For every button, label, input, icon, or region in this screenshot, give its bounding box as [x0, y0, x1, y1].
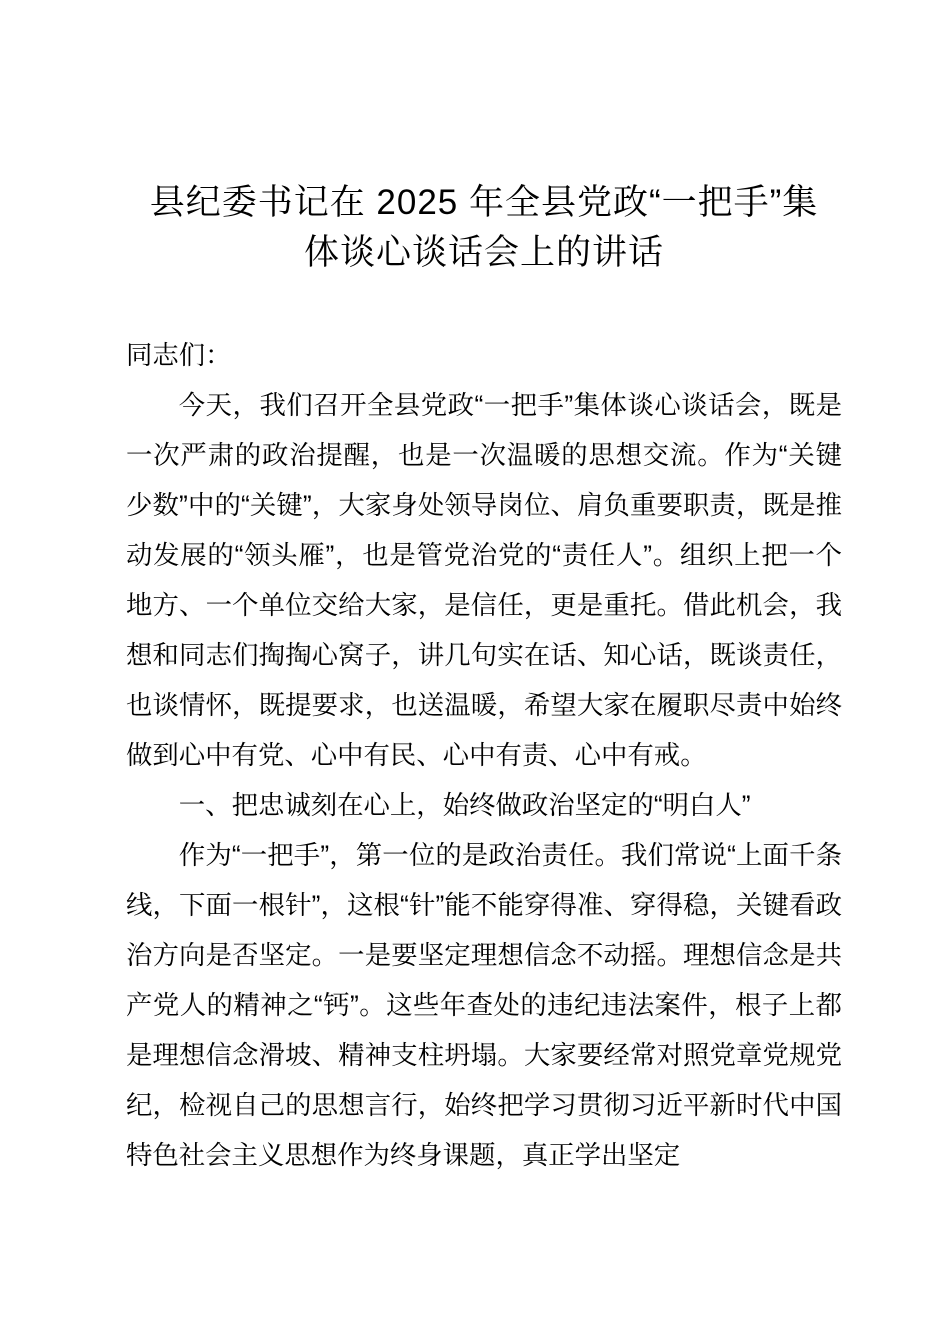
document-title	[126, 178, 842, 278]
paragraph-section-1-body: 作为“一把手”，第一位的是政治责任。我们常说“上面千条线，下面一根针”，这根“针”能不能穿得准、穿得稳，关键看政治方向是否坚定。一是要坚定理想信念不动摇。理想信念是共产党人的精神之“钙”。这些年查处的违纪违法案件，根子上都是理想信念滑坡、精神支柱坍塌。大家要经常对照党章党规党纪，检视自己的思想言行，始终把学习贯彻习近平新时代中国特色社会主义思想作为终身课题，真正学出坚定	[126, 840, 842, 1170]
document-title-line-1: 县纪委书记在 2025 年全县党政“一把手”集	[149, 183, 819, 222]
section-heading-1: 一、把忠诚刻在心上，始终做政治坚定的“明白人”	[178, 790, 751, 820]
document-title-line-2: 体谈心谈话会上的讲话	[303, 233, 664, 272]
paragraph-opening: 今天，我们召开全县党政“一把手”集体谈心谈话会，既是一次严肃的政治提醒，也是一次温暖的思想交流。作为“关键少数”中的“关键”，大家身处领导岗位、肩负重要职责，既是推动发展的“领头雁”，也是管党治党的“责任人”。组织上把一个地方、一个单位交给大家，是信任，更是重托。借此机会，我想和同志们掏掏心窝子，讲几句实在话、知心话，既谈责任，也谈情怀，既提要求，也送温暖，希望大家在履职尽责中始终做到心中有党、心中有民、心中有责、心中有戒。	[126, 390, 842, 770]
salutation: 同志们：	[126, 340, 232, 370]
